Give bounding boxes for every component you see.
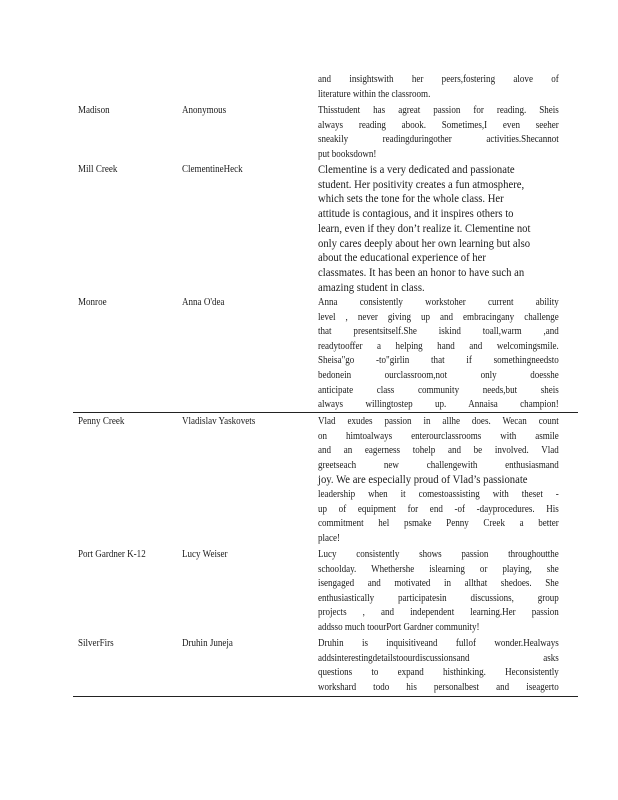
description-line: Druhin is inquisitiveand fullof wonder.Healways (318, 638, 559, 649)
description-line: addsso much toourPort Gardner community! (318, 621, 480, 633)
description-line: enthusiastically participatesin discussions, group (318, 592, 559, 604)
description-line: Anna consistently workstoher current ability (318, 297, 559, 308)
description-line: greetseach new challengewith enthusiasmand (318, 459, 559, 471)
description-line: always willingtostep up. Annaisa champion! (318, 399, 559, 411)
description-line: commitment hel psmake Penny Creek a better (318, 518, 559, 530)
description-cell (318, 296, 563, 413)
description-line: isengaged and motivated in allthat shedoes. She (318, 578, 559, 590)
school-cell: SilverFirs (78, 638, 114, 649)
description-line: leadership when it comestoassisting with theset - (318, 488, 559, 500)
description-line: and insightswith her peers,fostering alove of (318, 74, 559, 85)
description-line: classmates. It has been an honor to have such an (318, 265, 525, 279)
description-line: attitude is contagious, and it inspires others to (318, 207, 514, 221)
description-line: student. Her positivity creates a fun atmosphere, (318, 177, 525, 191)
table-divider (73, 412, 578, 413)
description-line: addsinterestingdetailstoourdiscussionsand asks (318, 652, 559, 664)
table-bottom-border (73, 696, 578, 697)
description-line: anticipate class community needs,but sheis (318, 384, 559, 396)
description-line: put booksdown! (318, 148, 377, 160)
description-cell (318, 104, 563, 162)
description-line: projects , and independent learning.Her passion (318, 607, 559, 619)
description-line: learn, even if they don’t realize it. Clementine not (318, 221, 531, 235)
description-line: up of equipment for end -of -dayprocedures. His (318, 503, 559, 515)
description-line: about the educational experience of her (318, 251, 486, 265)
description-line: workshard todo his personalbest and iseagerto (318, 681, 559, 693)
school-cell: Port Gardner K-12 (78, 549, 146, 560)
student-cell: Vladislav Yaskovets (182, 416, 256, 427)
student-cell: Lucy Weiser (182, 549, 228, 560)
description-line: always reading abook. Sometimes,I even seeher (318, 119, 559, 131)
description-cell (318, 73, 563, 102)
school-cell: Mill Creek (78, 164, 118, 175)
description-line: readytooffer a helping hand and welcomingsmile. (318, 340, 559, 352)
student-cell: Anonymous (182, 105, 227, 116)
description-line: questions to expand histhinking. Heconsistently (318, 667, 559, 679)
school-cell: Madison (78, 105, 110, 116)
description-line: level , never giving up and embracingany challenge (318, 311, 559, 323)
description-cell (318, 548, 563, 636)
description-line: Thisstudent has agreat passion for reading. Sheis (318, 105, 559, 116)
student-cell: Anna O'dea (182, 297, 225, 308)
description-line: sneakily readingduringother activities.Shecannot (318, 134, 559, 146)
student-cell: Druhin Juneja (182, 638, 233, 649)
description-line: that presentsitself.She iskind toall,warm ,and (318, 326, 559, 338)
description-line: literature within the classroom. (318, 88, 431, 100)
description-line: only cares deeply about her own learning but also (318, 236, 531, 250)
description-line: which sets the tone for the whole class. Her (318, 192, 504, 206)
description-cell (318, 637, 563, 695)
description-line: place! (318, 532, 341, 544)
description-line: Sheisa"go -to"girlin that if somethingneedsto (318, 355, 559, 367)
description-line: and an eagerness tohelp and be involved. Vlad (318, 445, 559, 457)
description-line: Lucy consistently shows passion throughoutthe (318, 549, 559, 560)
description-cell (318, 415, 563, 546)
school-cell: Monroe (78, 297, 107, 308)
description-line: schoolday. Whethershe islearning or playing, she (318, 563, 559, 575)
description-cell (318, 163, 563, 295)
school-cell: Penny Creek (78, 416, 125, 427)
student-cell: ClementineHeck (182, 164, 243, 175)
description-line: amazing student in class. (318, 280, 425, 294)
description-line: Vlad exudes passion in allhe does. Wecan count (318, 416, 559, 427)
description-line: on himtoalways enterourclassrooms with asmile (318, 430, 559, 442)
description-line: joy. We are especially proud of Vlad’s passionate (318, 473, 528, 487)
description-line: bedonein ourclassroom,not only doesshe (318, 369, 559, 381)
description-line: Clementine is a very dedicated and passionate (318, 163, 515, 176)
